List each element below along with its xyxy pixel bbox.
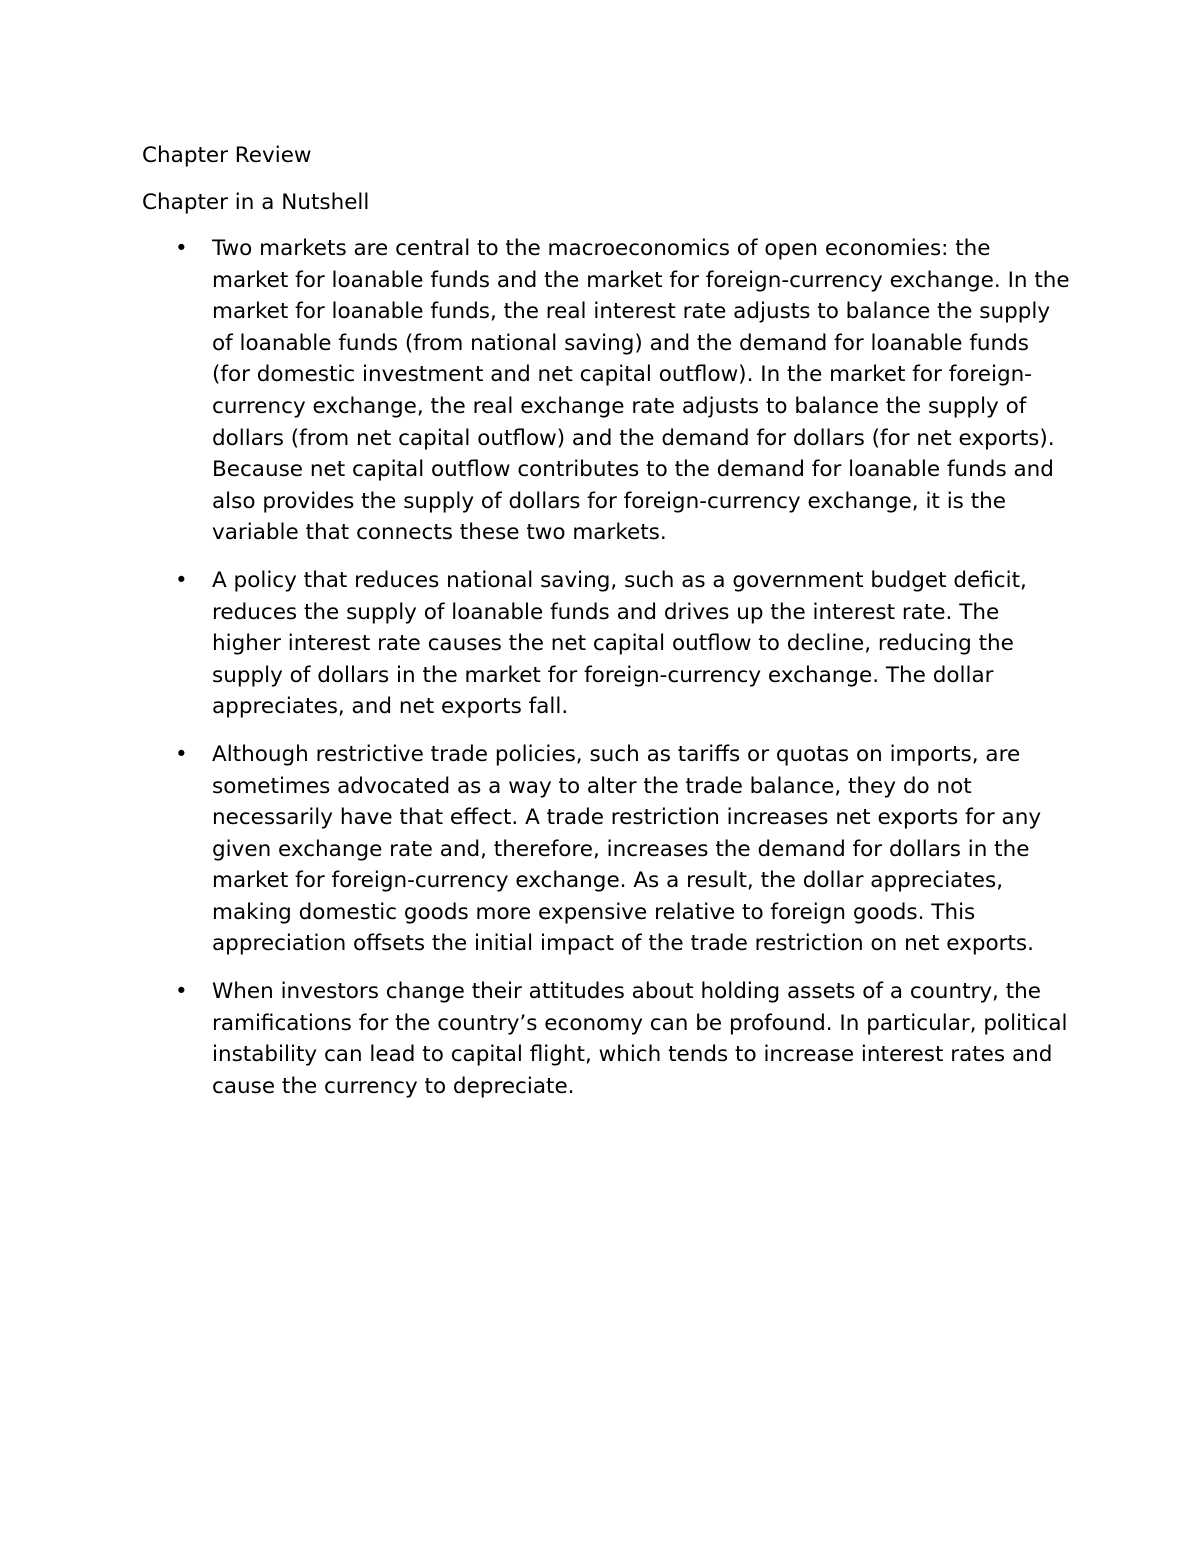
bullet-text: Two markets are central to the macroeconomics of open economies: the market for loanable funds and the market for foreign-currency exchange. In the market for loanable funds, the real interest rate adjusts to balance the supply of loanable funds (from national saving) and the demand for loanable funds (for domestic investment and net capital outflow). In the market for foreign-currency exchange, the real exchange rate adjusts to balance the supply of dollars (from net capital outflow) and the demand for dollars (for net exports). Because net capital outflow contributes to the demand for loanable funds and also provides the supply of dollars for foreign-currency exchange, it is the variable that connects these two markets. bbox=[212, 236, 1070, 546]
page-title: Chapter Review bbox=[142, 143, 312, 168]
bullet-text: Although restrictive trade policies, such as tariffs or quotas on imports, are sometimes advocated as a way to alter the trade balance, they do not necessarily have that effect. A trade restriction increases net exports for any given exchange rate and, therefore, increases the demand for dollars in the market for foreign-currency exchange. As a result, the dollar appreciates, making domestic goods more expensive relative to foreign goods. This appreciation offsets the initial impact of the trade restriction on net exports. bbox=[212, 741, 1042, 957]
bullet-list bbox=[142, 233, 1072, 1102]
list-item bbox=[142, 739, 1072, 960]
bullet-text: A policy that reduces national saving, such as a government budget deficit, reduces the supply of loanable funds and drives up the interest rate. The higher interest rate causes the net capital outflow to decline, reducing the supply of dollars in the market for foreign-currency exchange. The dollar appreciates, and net exports fall. bbox=[212, 567, 1027, 720]
section-subtitle: Chapter in a Nutshell bbox=[142, 190, 370, 215]
bullet-text: When investors change their attitudes about holding assets of a country, the ramifications for the country’s economy can be profound. In particular, political instability can lead to capital flight, which tends to increase interest rates and cause the currency to depreciate. bbox=[212, 979, 1068, 1099]
document-body bbox=[142, 140, 1072, 1118]
list-item bbox=[142, 976, 1072, 1102]
bullet-icon: • bbox=[175, 567, 188, 593]
bullet-icon: • bbox=[175, 741, 188, 767]
bullet-icon: • bbox=[175, 236, 188, 261]
list-item bbox=[142, 233, 1072, 549]
bullet-icon: • bbox=[175, 979, 188, 1005]
list-item bbox=[142, 565, 1072, 723]
